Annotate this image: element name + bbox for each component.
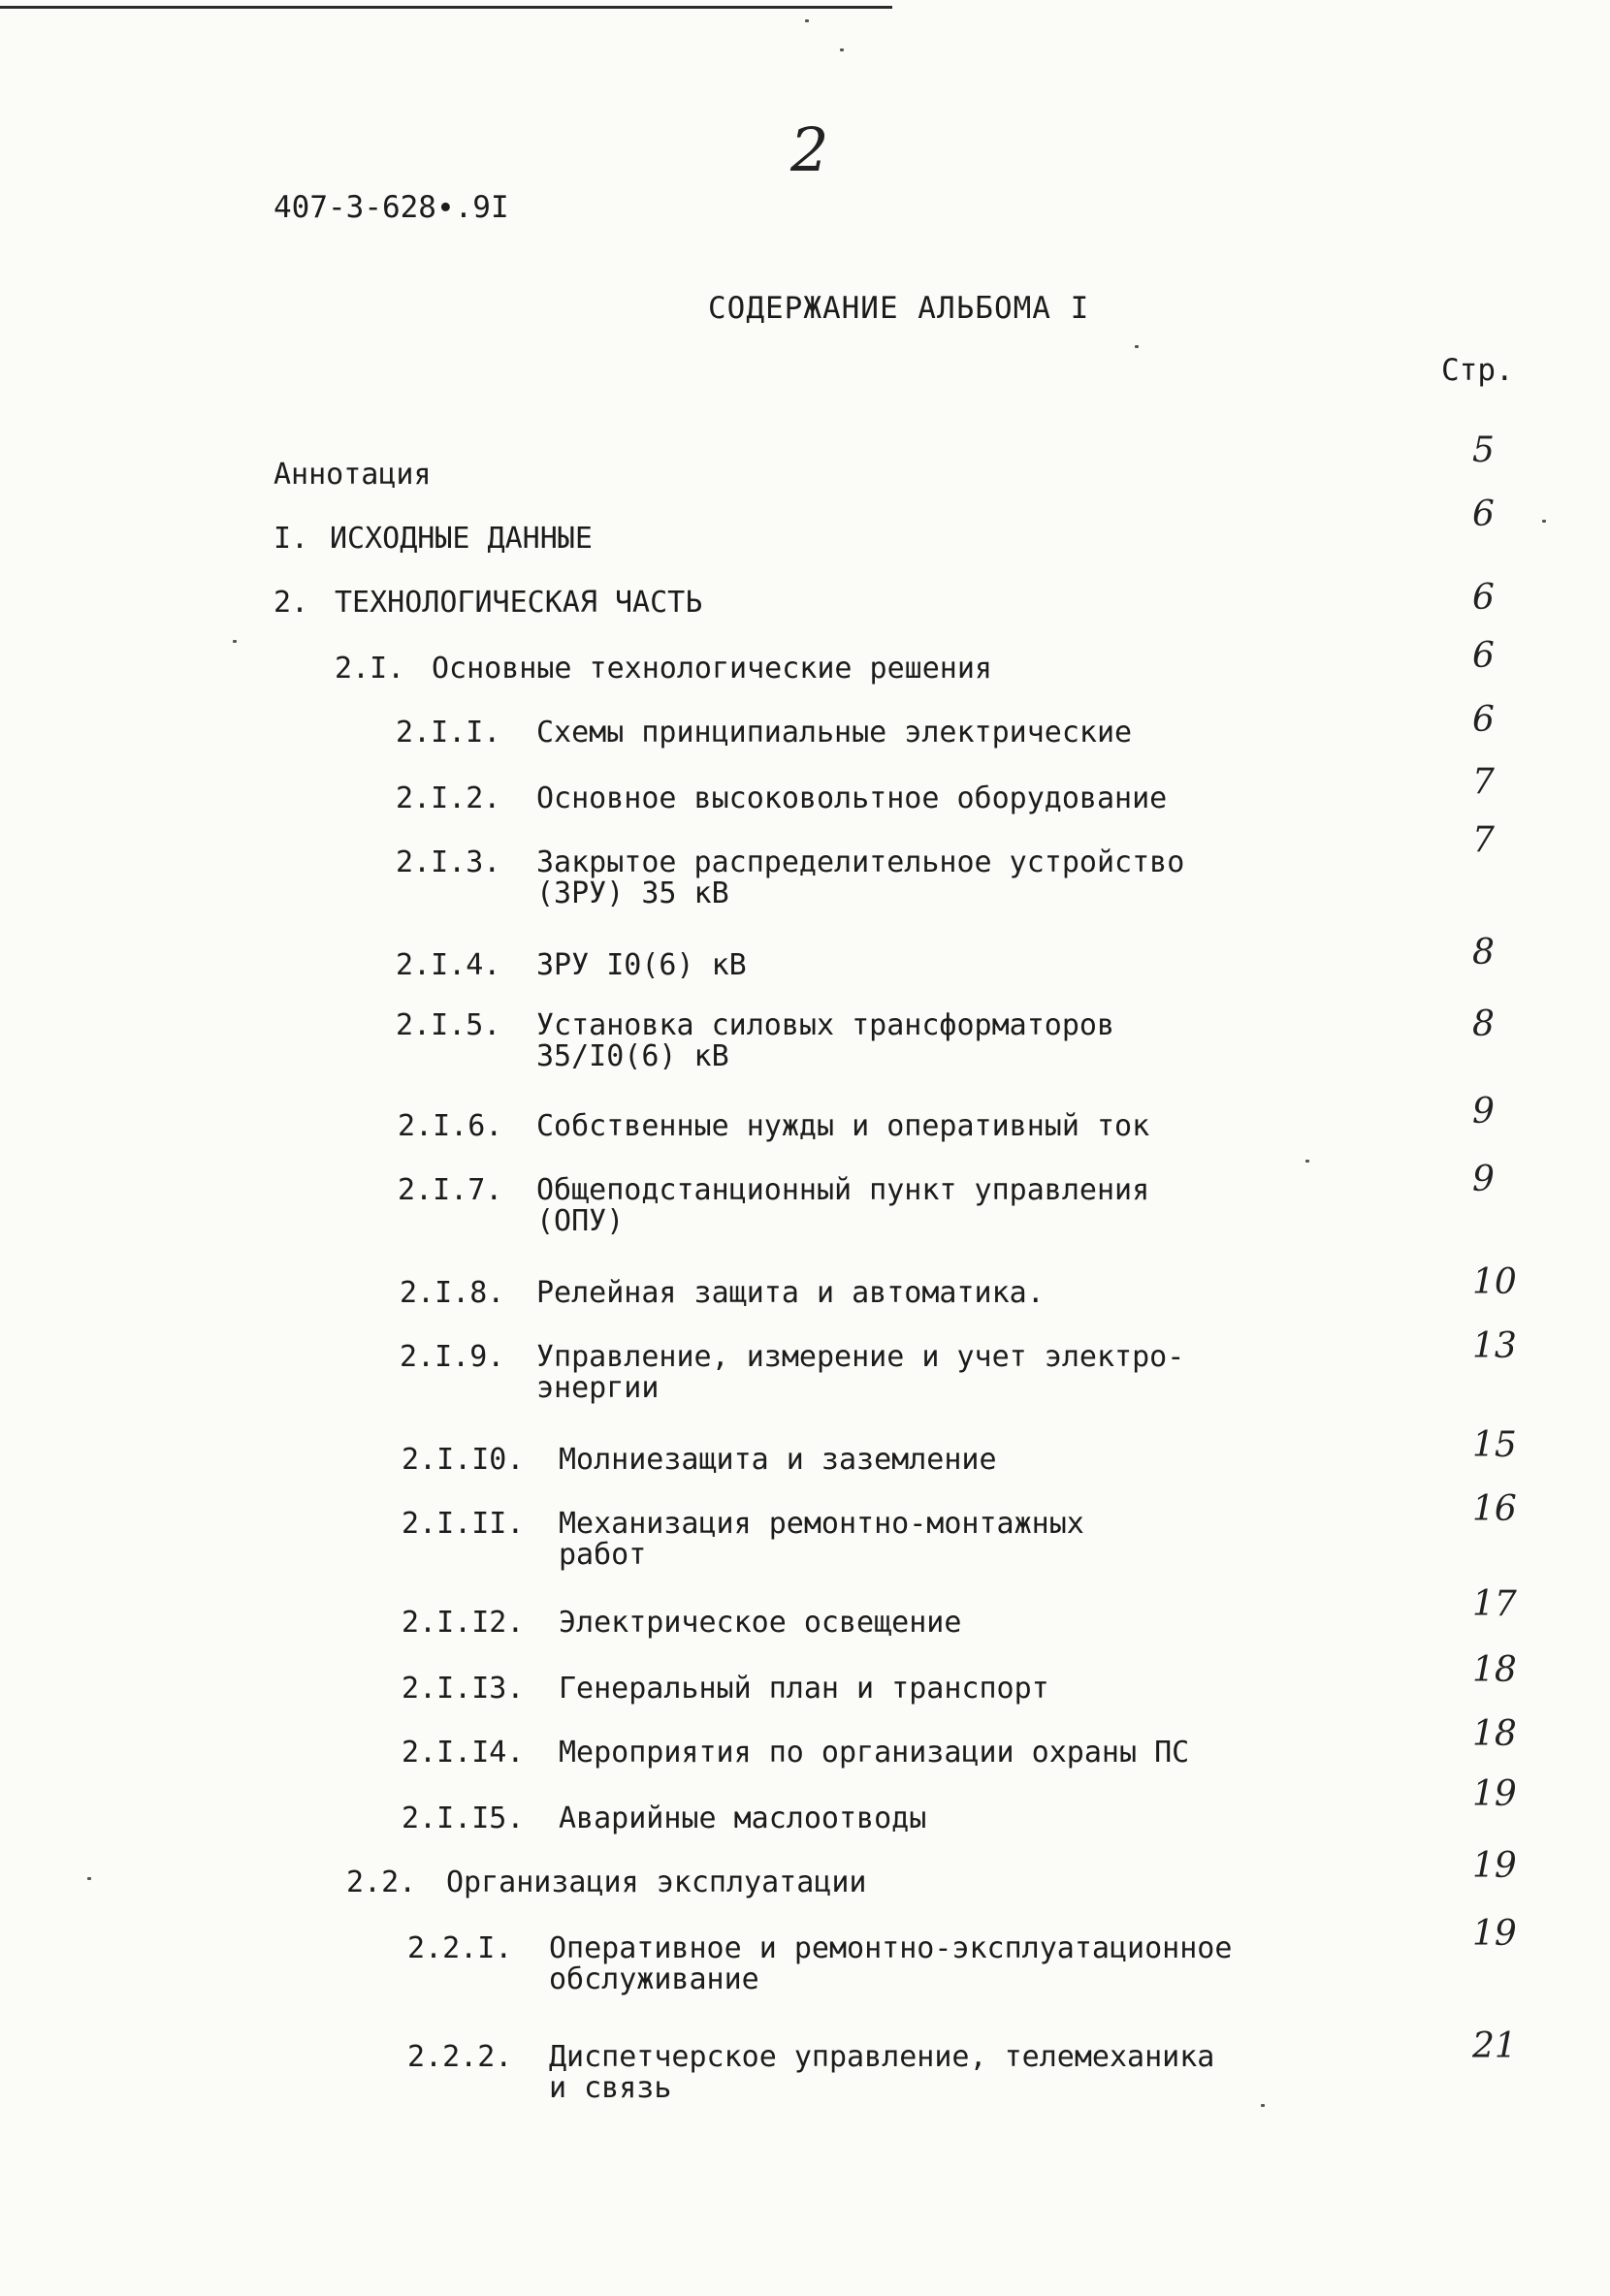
toc-entry-title	[536, 1175, 1149, 1237]
toc-entry-page: 19	[1472, 1774, 1517, 1814]
toc-entry-number: 2.2.2.	[407, 2040, 513, 2074]
toc-entry-number: 2.I.I.	[396, 716, 501, 749]
toc-entry-title-line: Генеральный план и транспорт	[559, 1672, 1049, 1706]
toc-entry-number: 2.I.I4.	[402, 1736, 525, 1770]
toc-entry-page: 21	[1472, 2026, 1517, 2066]
toc-entry-title-line: Собственные нужды и оперативный ток	[536, 1109, 1150, 1143]
toc-entry-title	[549, 2042, 1214, 2104]
toc-entry-title	[559, 1803, 926, 1834]
toc-entry-number: 2.2.	[346, 1866, 417, 1899]
toc-entry-page: 8	[1472, 1004, 1495, 1044]
toc-entry-title-line: Релейная защита и автоматика.	[536, 1276, 1045, 1310]
toc-entry-title-line: энергии	[536, 1371, 660, 1405]
toc-entry-title	[536, 1111, 1149, 1142]
toc-entry-title-line: Молниезащита и заземление	[559, 1443, 997, 1477]
toc-entry-page: 18	[1472, 1650, 1517, 1690]
toc-entry-number: 2.I.5.	[396, 1008, 501, 1042]
toc-entry-number: 2.I.8.	[400, 1276, 505, 1310]
toc-entry-title-line: и связь	[549, 2071, 672, 2105]
toc-entry-number: 2.2.I.	[407, 1931, 513, 1965]
toc-entry-title	[549, 1933, 1232, 1995]
toc-entry-title	[536, 1278, 1045, 1309]
toc-entry-page: 7	[1472, 762, 1495, 802]
toc-entry-title-line: 35/I0(6) кВ	[536, 1039, 729, 1073]
toc-entry-title-line: обслуживание	[549, 1962, 759, 1996]
toc-entry-title-line: Общеподстанционный пункт управления	[536, 1173, 1150, 1207]
toc-entry-title	[559, 1738, 1189, 1769]
toc-entry-title	[536, 950, 747, 981]
toc-entry-title	[330, 524, 593, 555]
toc-entry-title	[536, 1010, 1114, 1072]
toc-entry-number: 2.I.4.	[396, 948, 501, 982]
toc-entry-title	[536, 783, 1167, 814]
toc-entry-title-line: Аварийные маслоотводы	[559, 1802, 927, 1835]
toc-entry-title-line: (ОПУ)	[536, 1204, 625, 1238]
toc-entry-number: I.	[274, 522, 309, 556]
toc-entry-title-line: Закрытое распределительное устройство	[536, 845, 1185, 879]
scan-speck	[1305, 1160, 1309, 1163]
toc-entry-page: 8	[1472, 933, 1495, 973]
toc-entry-title	[274, 460, 432, 491]
toc-entry-title	[536, 847, 1184, 909]
page-title: СОДЕРЖАНИЕ АЛЬБОМА I	[708, 291, 1090, 326]
toc-entry-title	[559, 1445, 997, 1476]
toc-entry-title	[536, 1342, 1184, 1404]
toc-entry-title	[335, 588, 702, 619]
toc-entry-page: 15	[1472, 1425, 1517, 1465]
toc-entry-number: 2.I.3.	[396, 845, 501, 879]
toc-entry-title-line: Оперативное и ремонтно-эксплуатационное	[549, 1931, 1233, 1965]
document-code: 407-3-628∙.9I	[274, 190, 509, 225]
toc-entry-title-line: Мероприятия по организации охраны ПС	[559, 1736, 1190, 1770]
toc-entry-page: 10	[1472, 1262, 1517, 1302]
toc-entry-page: 9	[1472, 1092, 1495, 1132]
toc-entry-title-line: Механизация ремонтно-монтажных	[559, 1507, 1084, 1541]
toc-entry-number: 2.I.II.	[402, 1507, 525, 1541]
scan-speck	[1542, 520, 1546, 523]
toc-entry-number: 2.I.7.	[398, 1173, 503, 1207]
toc-entry-page: 16	[1472, 1489, 1517, 1529]
page-column-label: Стр.	[1441, 353, 1514, 388]
toc-entry-title	[559, 1608, 961, 1639]
toc-entry-title-line: ЗРУ I0(6) кВ	[536, 948, 747, 982]
toc-entry-page: 19	[1472, 1846, 1517, 1886]
toc-entry-number: 2.I.I2.	[402, 1606, 525, 1640]
toc-entry-title	[559, 1509, 1084, 1571]
toc-entry-page: 7	[1472, 820, 1495, 860]
scan-speck	[233, 640, 237, 643]
toc-entry-page: 5	[1472, 430, 1495, 470]
toc-entry-number: 2.I.2.	[396, 781, 501, 815]
toc-entry-title-line: Организация эксплуатации	[446, 1866, 867, 1899]
toc-entry-title-line: Схемы принципиальные электрические	[536, 716, 1133, 749]
toc-entry-title-line: Основное высоковольтное оборудование	[536, 781, 1168, 815]
toc-entry-title-line: Диспетчерское управление, телемеханика	[549, 2040, 1215, 2074]
scan-speck	[1261, 2104, 1265, 2107]
toc-entry-title-line: (ЗРУ) 35 кВ	[536, 877, 729, 910]
toc-entry-title	[536, 718, 1132, 749]
toc-entry-title-line: Электрическое освещение	[559, 1606, 962, 1640]
toc-entry-page: 17	[1472, 1584, 1517, 1624]
toc-entry-page: 6	[1472, 494, 1495, 534]
toc-entry-title	[559, 1674, 1049, 1705]
toc-entry-page: 19	[1472, 1914, 1517, 1954]
toc-entry-number: 2.I.I0.	[402, 1443, 525, 1477]
toc-entry-page: 6	[1472, 636, 1495, 676]
scan-top-border	[0, 6, 892, 9]
toc-entry-title-line: работ	[559, 1538, 647, 1572]
toc-entry-title	[432, 654, 992, 685]
scan-speck	[87, 1877, 91, 1880]
toc-entry-page: 6	[1472, 700, 1495, 740]
toc-entry-title	[446, 1867, 866, 1898]
toc-entry-number: 2.I.	[335, 652, 405, 686]
toc-entry-page: 9	[1472, 1160, 1495, 1199]
toc-entry-title-line: ИСХОДНЫЕ ДАННЫЕ	[330, 522, 593, 556]
toc-entry-page: 18	[1472, 1714, 1517, 1754]
toc-entry-number: 2.I.I3.	[402, 1672, 525, 1706]
toc-entry-number: 2.I.6.	[398, 1109, 503, 1143]
toc-entry-title-line: Основные технологические решения	[432, 652, 992, 686]
scan-speck	[805, 19, 809, 22]
scan-speck	[840, 48, 844, 51]
toc-entry-number: 2.I.I5.	[402, 1802, 525, 1835]
scan-speck	[1135, 345, 1139, 348]
toc-entry-number: 2.I.9.	[400, 1340, 505, 1374]
toc-entry-title-line: Управление, измерение и учет электро-	[536, 1340, 1185, 1374]
toc-entry-title-line: Аннотация	[274, 458, 432, 492]
toc-entry-page: 6	[1472, 578, 1495, 618]
toc-entry-title-line: ТЕХНОЛОГИЧЕСКАЯ ЧАСТЬ	[335, 586, 703, 620]
toc-entry-number: 2.	[274, 586, 309, 620]
handwritten-page-number: 2	[790, 114, 829, 185]
toc-entry-title-line: Установка силовых трансформаторов	[536, 1008, 1115, 1042]
toc-entry-page: 13	[1472, 1326, 1517, 1366]
